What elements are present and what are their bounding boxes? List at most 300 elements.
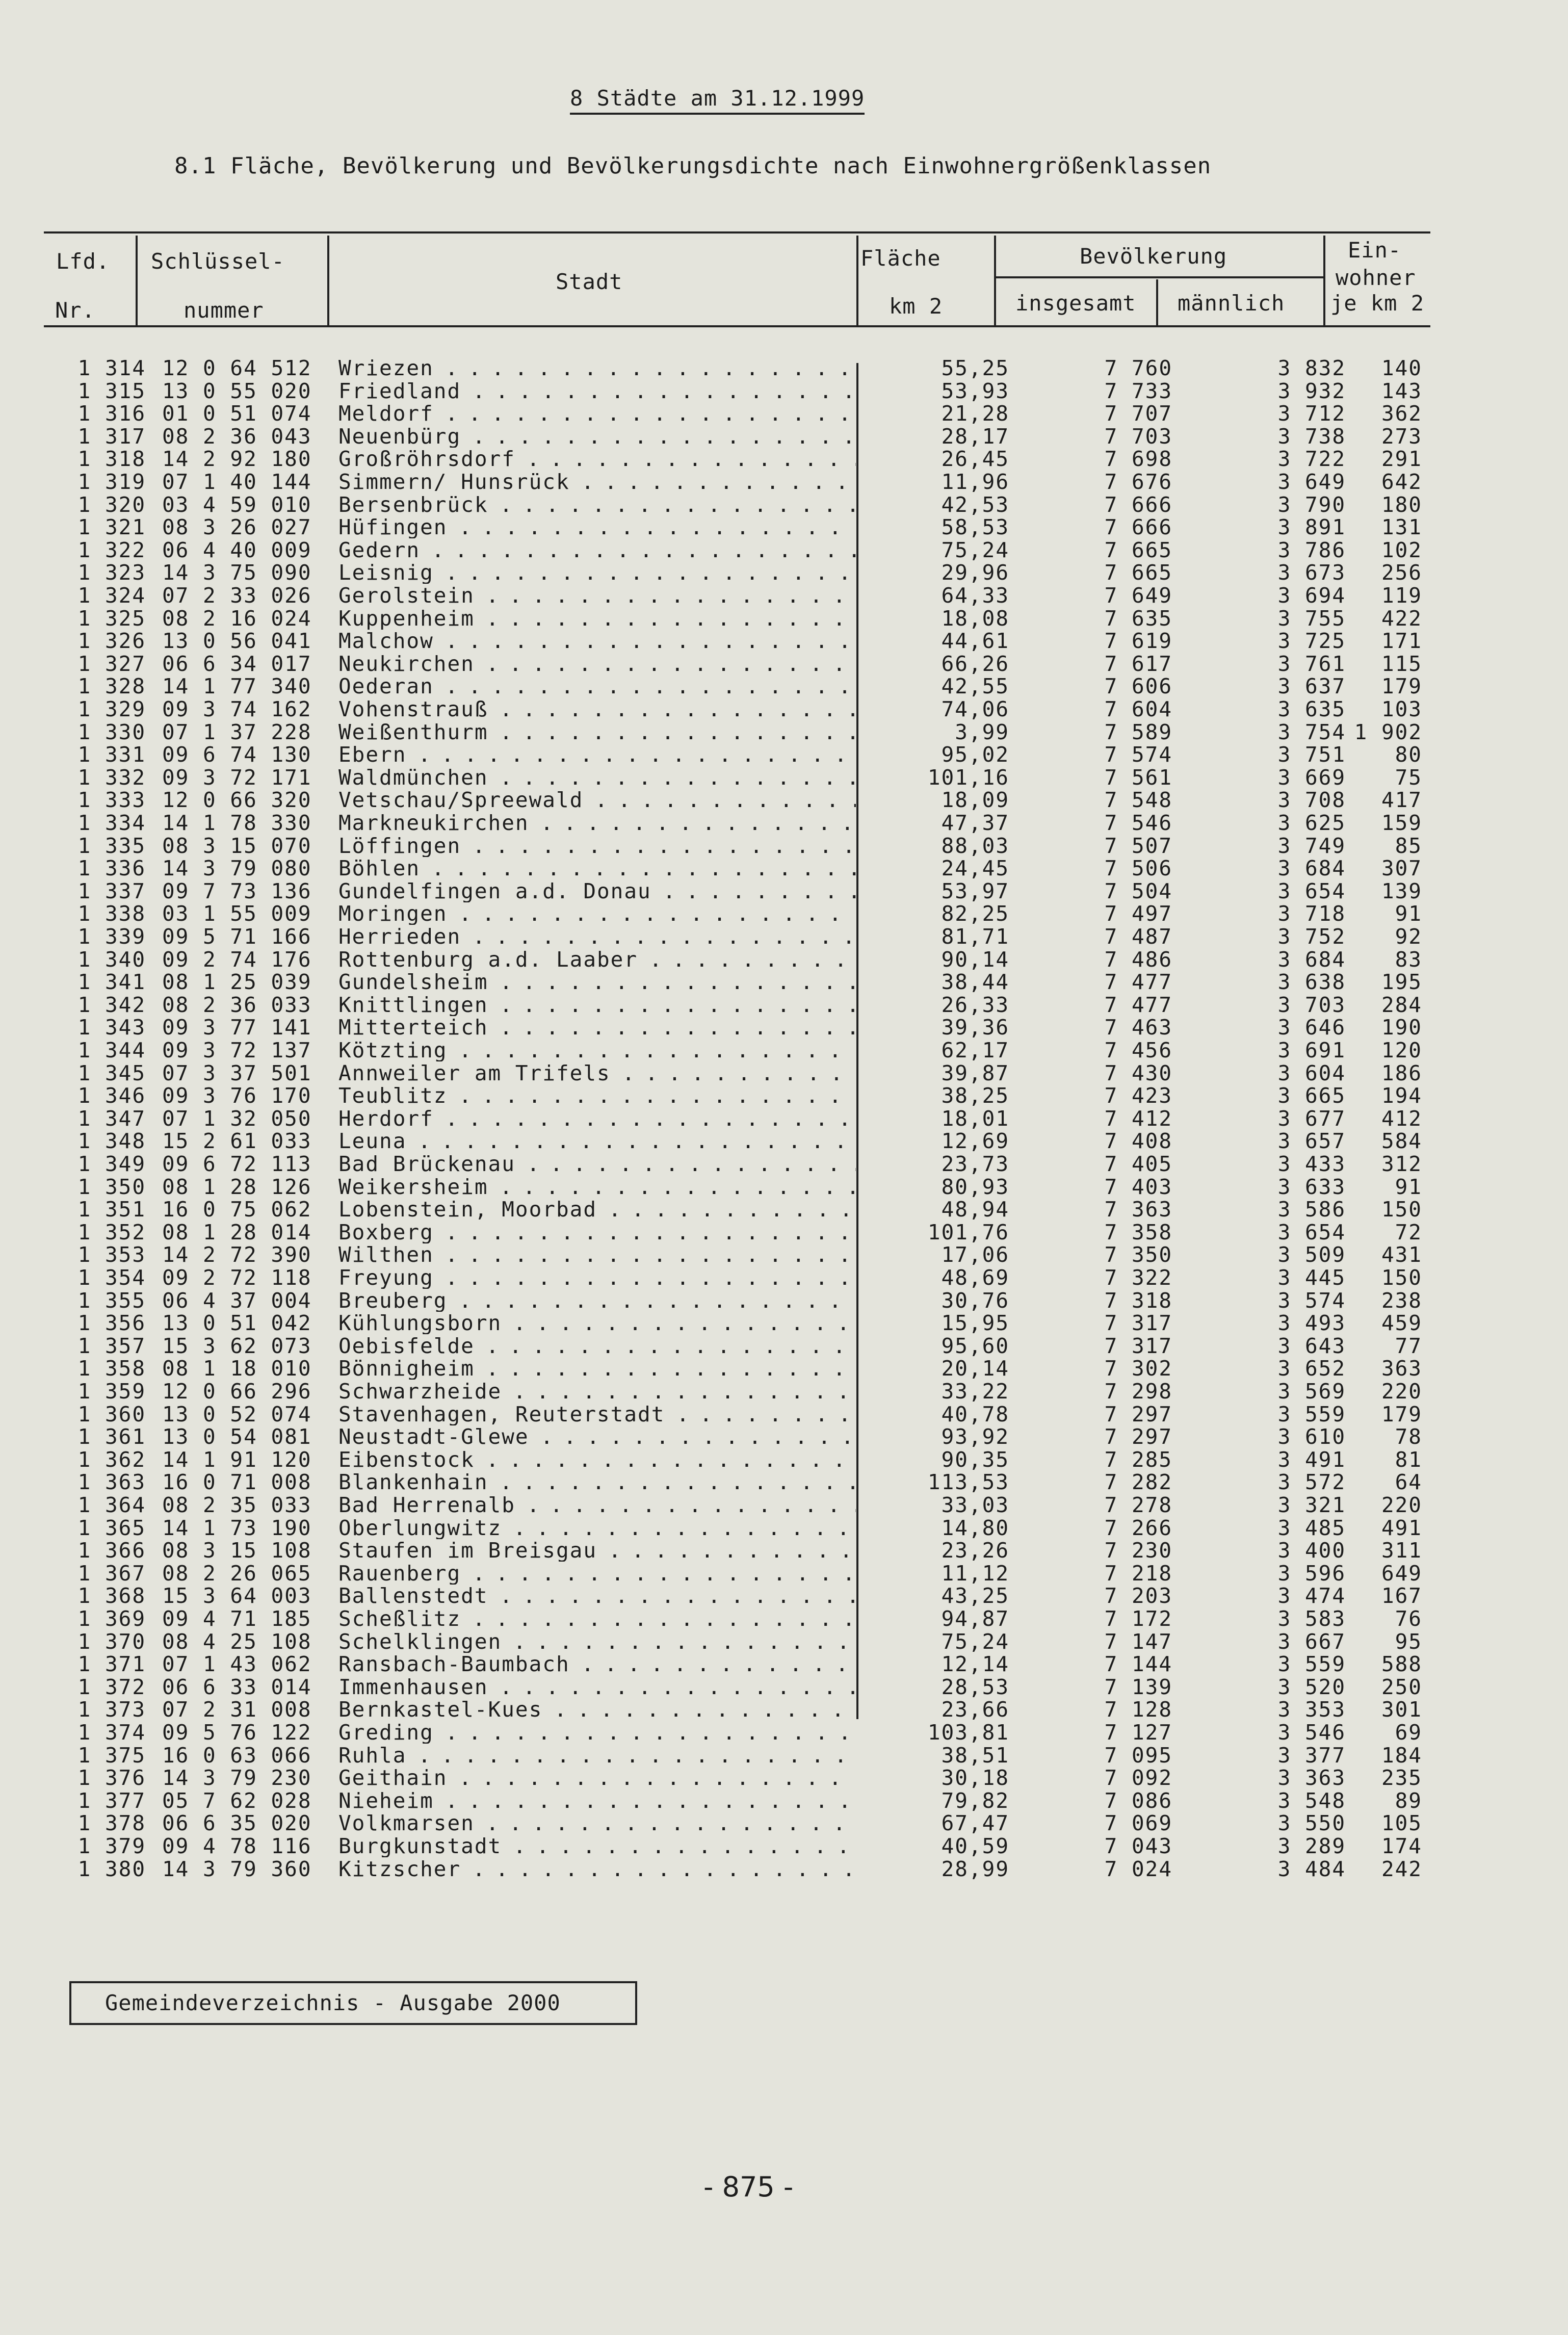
header-key-2: nummer bbox=[184, 298, 264, 323]
table-row bbox=[0, 1084, 1568, 1107]
row-pop-male: 3 786 bbox=[1277, 537, 1346, 562]
row-pop-male: 3 703 bbox=[1277, 992, 1346, 1017]
table-row bbox=[0, 675, 1568, 697]
row-key: 14 1 78 330 bbox=[162, 811, 312, 835]
header-area-unit: km 2 bbox=[889, 294, 943, 319]
row-pop-male: 3 708 bbox=[1277, 788, 1346, 813]
row-density: 242 bbox=[1381, 1856, 1422, 1881]
row-area: 53,93 bbox=[941, 378, 1009, 403]
row-number: 1 379 bbox=[77, 1834, 146, 1858]
row-area: 62,17 bbox=[941, 1038, 1009, 1062]
row-pop-total: 7 297 bbox=[1104, 1402, 1172, 1426]
row-pop-male: 3 643 bbox=[1277, 1333, 1346, 1358]
row-number: 1 378 bbox=[77, 1811, 146, 1836]
row-key: 08 3 15 070 bbox=[162, 833, 312, 858]
row-key: 14 2 92 180 bbox=[162, 447, 312, 472]
row-density: 491 bbox=[1381, 1515, 1422, 1540]
row-area: 53,97 bbox=[941, 878, 1009, 903]
row-number: 1 356 bbox=[77, 1311, 146, 1336]
header-pop-rule bbox=[994, 276, 1323, 278]
header-lfd: Lfd. bbox=[56, 249, 110, 274]
row-area: 55,25 bbox=[941, 356, 1009, 380]
row-city: Rauenberg . . . bbox=[338, 1562, 856, 1585]
row-density: 312 bbox=[1381, 1152, 1422, 1176]
row-key: 07 3 37 501 bbox=[162, 1060, 312, 1085]
row-area: 24,45 bbox=[941, 856, 1009, 881]
row-area: 26,33 bbox=[941, 992, 1009, 1017]
header-bottom-rule bbox=[44, 325, 1430, 327]
row-number: 1 366 bbox=[77, 1538, 146, 1563]
row-city: Geithain . . . bbox=[338, 1767, 856, 1789]
row-pop-male: 3 485 bbox=[1277, 1515, 1346, 1540]
row-key: 15 3 64 003 bbox=[162, 1584, 312, 1608]
row-area: 43,25 bbox=[941, 1584, 1009, 1608]
row-pop-total: 7 477 bbox=[1104, 970, 1172, 995]
row-density: 180 bbox=[1381, 492, 1422, 517]
row-pop-total: 7 318 bbox=[1104, 1288, 1172, 1313]
row-number: 1 336 bbox=[77, 856, 146, 881]
row-key: 13 0 51 042 bbox=[162, 1311, 312, 1336]
table-row bbox=[0, 1630, 1568, 1653]
row-area: 40,59 bbox=[941, 1834, 1009, 1858]
row-city: Neukirchen . . . bbox=[338, 653, 856, 675]
row-density: 92 bbox=[1395, 924, 1422, 949]
row-city: Scheßlitz . . . bbox=[338, 1607, 856, 1630]
row-area: 42,53 bbox=[941, 492, 1009, 517]
row-number: 1 354 bbox=[77, 1265, 146, 1290]
row-area: 48,94 bbox=[941, 1197, 1009, 1222]
row-pop-total: 7 412 bbox=[1104, 1106, 1172, 1131]
row-pop-male: 3 749 bbox=[1277, 833, 1346, 858]
row-density: 81 bbox=[1395, 1447, 1422, 1472]
row-pop-total: 7 203 bbox=[1104, 1584, 1172, 1608]
row-city: Leisnig . . . bbox=[338, 561, 856, 584]
row-city: Neuenbürg . . . bbox=[338, 425, 856, 448]
row-density: 75 bbox=[1395, 765, 1422, 790]
row-number: 1 364 bbox=[77, 1493, 146, 1517]
row-city: Bad Brückenau . . . bbox=[338, 1153, 856, 1175]
row-key: 16 0 63 066 bbox=[162, 1743, 312, 1768]
row-city: Gedern . . . bbox=[338, 539, 856, 561]
row-number: 1 315 bbox=[77, 378, 146, 403]
row-pop-male: 3 654 bbox=[1277, 1220, 1346, 1244]
row-pop-male: 3 646 bbox=[1277, 1015, 1346, 1040]
row-density: 186 bbox=[1381, 1060, 1422, 1085]
row-area: 79,82 bbox=[941, 1788, 1009, 1813]
row-pop-male: 3 684 bbox=[1277, 856, 1346, 881]
row-pop-total: 7 302 bbox=[1104, 1356, 1172, 1381]
row-key: 08 2 36 043 bbox=[162, 424, 312, 449]
row-density: 235 bbox=[1381, 1766, 1422, 1791]
row-density: 220 bbox=[1381, 1493, 1422, 1517]
row-pop-male: 3 491 bbox=[1277, 1447, 1346, 1472]
row-pop-total: 7 617 bbox=[1104, 651, 1172, 676]
row-pop-total: 7 589 bbox=[1104, 719, 1172, 744]
row-area: 33,03 bbox=[941, 1493, 1009, 1517]
row-pop-male: 3 752 bbox=[1277, 924, 1346, 949]
row-city: Böhlen . . . bbox=[338, 857, 856, 879]
row-pop-total: 7 086 bbox=[1104, 1788, 1172, 1813]
row-pop-male: 3 610 bbox=[1277, 1424, 1346, 1449]
row-key: 08 1 28 014 bbox=[162, 1220, 312, 1244]
row-pop-total: 7 172 bbox=[1104, 1606, 1172, 1631]
row-density: 179 bbox=[1381, 674, 1422, 699]
row-city: Vohenstrauß . . . bbox=[338, 698, 856, 720]
row-pop-total: 7 477 bbox=[1104, 992, 1172, 1017]
row-pop-total: 7 707 bbox=[1104, 401, 1172, 426]
row-number: 1 358 bbox=[77, 1356, 146, 1381]
row-density: 195 bbox=[1381, 970, 1422, 995]
row-area: 17,06 bbox=[941, 1242, 1009, 1267]
row-key: 09 3 76 170 bbox=[162, 1083, 312, 1108]
row-area: 38,44 bbox=[941, 970, 1009, 995]
row-pop-total: 7 144 bbox=[1104, 1652, 1172, 1677]
table-row bbox=[0, 1539, 1568, 1562]
row-number: 1 348 bbox=[77, 1129, 146, 1154]
row-number: 1 319 bbox=[77, 470, 146, 494]
header-key: Schlüssel- bbox=[151, 249, 285, 274]
row-number: 1 318 bbox=[77, 447, 146, 472]
table-row bbox=[0, 630, 1568, 652]
table-row bbox=[0, 561, 1568, 584]
table-row bbox=[0, 1517, 1568, 1539]
row-pop-male: 3 604 bbox=[1277, 1060, 1346, 1085]
row-density: 78 bbox=[1395, 1424, 1422, 1449]
row-number: 1 334 bbox=[77, 811, 146, 835]
row-pop-total: 7 278 bbox=[1104, 1493, 1172, 1517]
table-row bbox=[0, 1676, 1568, 1698]
table-row bbox=[0, 494, 1568, 516]
row-city: Ransbach-Baumbach . . . bbox=[338, 1653, 856, 1675]
table-row bbox=[0, 516, 1568, 538]
row-number: 1 349 bbox=[77, 1152, 146, 1176]
row-pop-total: 7 506 bbox=[1104, 856, 1172, 881]
row-pop-male: 3 654 bbox=[1277, 878, 1346, 903]
row-pop-total: 7 698 bbox=[1104, 447, 1172, 472]
row-key: 09 2 74 176 bbox=[162, 947, 312, 972]
header-population: Bevölkerung bbox=[1080, 244, 1227, 269]
row-key: 09 4 71 185 bbox=[162, 1606, 312, 1631]
row-area: 29,96 bbox=[941, 560, 1009, 585]
row-density: 140 bbox=[1381, 356, 1422, 380]
row-pop-male: 3 321 bbox=[1277, 1493, 1346, 1517]
row-density: 250 bbox=[1381, 1674, 1422, 1699]
row-pop-male: 3 790 bbox=[1277, 492, 1346, 517]
row-pop-total: 7 665 bbox=[1104, 560, 1172, 585]
row-pop-total: 7 095 bbox=[1104, 1743, 1172, 1768]
table-row bbox=[0, 380, 1568, 402]
table-row bbox=[0, 1062, 1568, 1084]
row-area: 101,76 bbox=[927, 1220, 1009, 1244]
row-area: 94,87 bbox=[941, 1606, 1009, 1631]
row-pop-male: 3 633 bbox=[1277, 1174, 1346, 1199]
row-area: 3,99 bbox=[955, 719, 1009, 744]
row-pop-total: 7 666 bbox=[1104, 492, 1172, 517]
row-pop-total: 7 497 bbox=[1104, 901, 1172, 926]
row-key: 12 0 66 320 bbox=[162, 788, 312, 813]
row-number: 1 337 bbox=[77, 878, 146, 903]
row-pop-male: 3 445 bbox=[1277, 1265, 1346, 1290]
row-number: 1 346 bbox=[77, 1083, 146, 1108]
row-area: 81,71 bbox=[941, 924, 1009, 949]
row-area: 42,55 bbox=[941, 674, 1009, 699]
row-pop-total: 7 619 bbox=[1104, 629, 1172, 654]
row-area: 75,24 bbox=[941, 1629, 1009, 1654]
row-density: 102 bbox=[1381, 537, 1422, 562]
row-pop-male: 3 725 bbox=[1277, 629, 1346, 654]
row-density: 417 bbox=[1381, 788, 1422, 813]
row-city: Bernkastel-Kues . . . bbox=[338, 1698, 856, 1721]
table-row bbox=[0, 925, 1568, 948]
row-city: Freyung . . . bbox=[338, 1266, 856, 1289]
row-key: 06 6 35 020 bbox=[162, 1811, 312, 1836]
row-pop-male: 3 637 bbox=[1277, 674, 1346, 699]
row-pop-male: 3 754 bbox=[1277, 719, 1346, 744]
row-area: 21,28 bbox=[941, 401, 1009, 426]
row-pop-total: 7 463 bbox=[1104, 1015, 1172, 1040]
table-row bbox=[0, 1721, 1568, 1744]
row-pop-total: 7 703 bbox=[1104, 424, 1172, 449]
table-row bbox=[0, 1653, 1568, 1675]
row-density: 459 bbox=[1381, 1311, 1422, 1336]
row-density: 184 bbox=[1381, 1743, 1422, 1768]
row-density: 83 bbox=[1395, 947, 1422, 972]
row-pop-total: 7 147 bbox=[1104, 1629, 1172, 1654]
row-key: 14 1 73 190 bbox=[162, 1515, 312, 1540]
row-city: Moringen . . . bbox=[338, 902, 856, 925]
header-pop-male: männlich bbox=[1178, 291, 1285, 316]
row-key: 08 1 25 039 bbox=[162, 970, 312, 995]
row-city: Simmern/ Hunsrück . . . bbox=[338, 471, 856, 493]
row-city: Stavenhagen, Reuterstadt . . . bbox=[338, 1403, 856, 1425]
row-area: 95,60 bbox=[941, 1333, 1009, 1358]
row-area: 75,24 bbox=[941, 537, 1009, 562]
row-pop-male: 3 493 bbox=[1277, 1311, 1346, 1336]
row-area: 14,80 bbox=[941, 1515, 1009, 1540]
row-density: 649 bbox=[1381, 1561, 1422, 1586]
row-key: 08 3 26 027 bbox=[162, 515, 312, 540]
table-row bbox=[0, 1266, 1568, 1289]
row-pop-male: 3 520 bbox=[1277, 1674, 1346, 1699]
row-number: 1 333 bbox=[77, 788, 146, 813]
row-city: Oberlungwitz . . . bbox=[338, 1517, 856, 1539]
table-row bbox=[0, 357, 1568, 379]
row-pop-male: 3 548 bbox=[1277, 1788, 1346, 1813]
row-pop-male: 3 649 bbox=[1277, 470, 1346, 494]
row-pop-male: 3 638 bbox=[1277, 970, 1346, 995]
row-area: 18,01 bbox=[941, 1106, 1009, 1131]
row-key: 14 3 79 230 bbox=[162, 1766, 312, 1791]
table-row bbox=[0, 653, 1568, 675]
row-density: 422 bbox=[1381, 606, 1422, 631]
row-density: 105 bbox=[1381, 1811, 1422, 1836]
row-number: 1 352 bbox=[77, 1220, 146, 1244]
row-density: 179 bbox=[1381, 1402, 1422, 1426]
row-city: Bersenbrück . . . bbox=[338, 494, 856, 516]
row-number: 1 330 bbox=[77, 719, 146, 744]
row-pop-total: 7 363 bbox=[1104, 1197, 1172, 1222]
row-density: 584 bbox=[1381, 1129, 1422, 1154]
row-city: Ruhla . . . bbox=[338, 1744, 856, 1767]
row-density: 119 bbox=[1381, 583, 1422, 608]
row-city: Markneukirchen . . . bbox=[338, 812, 856, 834]
row-number: 1 370 bbox=[77, 1629, 146, 1654]
header-divider-3 bbox=[856, 236, 858, 325]
row-pop-total: 7 430 bbox=[1104, 1060, 1172, 1085]
row-density: 273 bbox=[1381, 424, 1422, 449]
row-number: 1 326 bbox=[77, 629, 146, 654]
table-row bbox=[0, 1607, 1568, 1630]
row-pop-male: 3 738 bbox=[1277, 424, 1346, 449]
table-row bbox=[0, 1835, 1568, 1857]
row-density: 431 bbox=[1381, 1242, 1422, 1267]
row-density: 115 bbox=[1381, 651, 1422, 676]
row-key: 08 4 25 108 bbox=[162, 1629, 312, 1654]
row-key: 09 5 76 122 bbox=[162, 1720, 312, 1745]
row-area: 48,69 bbox=[941, 1265, 1009, 1290]
row-area: 103,81 bbox=[927, 1720, 1009, 1745]
row-pop-male: 3 694 bbox=[1277, 583, 1346, 608]
table-row bbox=[0, 539, 1568, 561]
row-city: Hüfingen . . . bbox=[338, 516, 856, 538]
row-number: 1 377 bbox=[77, 1788, 146, 1813]
row-number: 1 329 bbox=[77, 697, 146, 721]
row-key: 07 1 37 228 bbox=[162, 719, 312, 744]
row-density: 301 bbox=[1381, 1697, 1422, 1722]
row-density: 284 bbox=[1381, 992, 1422, 1017]
row-number: 1 335 bbox=[77, 833, 146, 858]
table-row bbox=[0, 584, 1568, 607]
table-row bbox=[0, 1812, 1568, 1834]
table-row bbox=[0, 1016, 1568, 1039]
row-number: 1 355 bbox=[77, 1288, 146, 1313]
table-row bbox=[0, 1403, 1568, 1425]
table-row bbox=[0, 857, 1568, 879]
table-row bbox=[0, 1858, 1568, 1880]
header-divider-4 bbox=[994, 236, 996, 325]
row-pop-total: 7 266 bbox=[1104, 1515, 1172, 1540]
row-area: 74,06 bbox=[941, 697, 1009, 721]
row-area: 11,12 bbox=[941, 1561, 1009, 1586]
row-city: Teublitz . . . bbox=[338, 1084, 856, 1107]
row-density: 256 bbox=[1381, 560, 1422, 585]
row-city: Kuppenheim . . . bbox=[338, 607, 856, 630]
row-area: 39,36 bbox=[941, 1015, 1009, 1040]
row-city: Oederan . . . bbox=[338, 675, 856, 697]
row-pop-male: 3 673 bbox=[1277, 560, 1346, 585]
header-pop-total: insgesamt bbox=[1015, 291, 1136, 316]
table-row bbox=[0, 1357, 1568, 1380]
row-pop-total: 7 043 bbox=[1104, 1834, 1172, 1858]
row-number: 1 353 bbox=[77, 1242, 146, 1267]
row-city: Kühlungsborn . . . bbox=[338, 1312, 856, 1334]
row-pop-total: 7 760 bbox=[1104, 356, 1172, 380]
row-area: 28,53 bbox=[941, 1674, 1009, 1699]
row-area: 28,99 bbox=[941, 1856, 1009, 1881]
row-pop-male: 3 755 bbox=[1277, 606, 1346, 631]
table-row bbox=[0, 1585, 1568, 1607]
row-pop-total: 7 350 bbox=[1104, 1242, 1172, 1267]
row-density: 91 bbox=[1395, 901, 1422, 926]
row-key: 13 0 55 020 bbox=[162, 378, 312, 403]
row-pop-male: 3 712 bbox=[1277, 401, 1346, 426]
row-number: 1 314 bbox=[77, 356, 146, 380]
row-density: 171 bbox=[1381, 629, 1422, 654]
row-city: Oebisfelde . . . bbox=[338, 1335, 856, 1357]
row-pop-total: 7 230 bbox=[1104, 1538, 1172, 1563]
row-key: 14 3 79 360 bbox=[162, 1856, 312, 1881]
row-city: Meldorf . . . bbox=[338, 402, 856, 425]
row-key: 08 2 16 024 bbox=[162, 606, 312, 631]
row-area: 39,87 bbox=[941, 1060, 1009, 1085]
row-number: 1 325 bbox=[77, 606, 146, 631]
row-density: 311 bbox=[1381, 1538, 1422, 1563]
row-key: 05 7 62 028 bbox=[162, 1788, 312, 1813]
row-density: 291 bbox=[1381, 447, 1422, 472]
row-key: 09 4 78 116 bbox=[162, 1834, 312, 1858]
row-city: Gerolstein . . . bbox=[338, 584, 856, 607]
row-density: 69 bbox=[1395, 1720, 1422, 1745]
row-number: 1 351 bbox=[77, 1197, 146, 1222]
row-area: 38,25 bbox=[941, 1083, 1009, 1108]
row-number: 1 347 bbox=[77, 1106, 146, 1131]
table-row bbox=[0, 448, 1568, 470]
row-number: 1 369 bbox=[77, 1606, 146, 1631]
row-key: 08 2 35 033 bbox=[162, 1493, 312, 1517]
table-row bbox=[0, 789, 1568, 811]
row-area: 101,16 bbox=[927, 765, 1009, 790]
table-row bbox=[0, 994, 1568, 1016]
row-number: 1 323 bbox=[77, 560, 146, 585]
row-density: 64 bbox=[1395, 1470, 1422, 1495]
row-pop-total: 7 408 bbox=[1104, 1129, 1172, 1154]
row-key: 16 0 71 008 bbox=[162, 1470, 312, 1495]
row-pop-male: 3 832 bbox=[1277, 356, 1346, 380]
row-density: 307 bbox=[1381, 856, 1422, 881]
header-density-3: je km 2 bbox=[1330, 291, 1425, 316]
page-number: - 875 - bbox=[703, 2171, 794, 2203]
row-key: 09 5 71 166 bbox=[162, 924, 312, 949]
row-density: 139 bbox=[1381, 878, 1422, 903]
header-divider-6 bbox=[1323, 236, 1325, 325]
row-area: 113,53 bbox=[927, 1470, 1009, 1495]
row-pop-total: 7 504 bbox=[1104, 878, 1172, 903]
row-density: 103 bbox=[1381, 697, 1422, 721]
row-city: Neustadt-Glewe . . . bbox=[338, 1425, 856, 1448]
table-row bbox=[0, 1289, 1568, 1312]
row-key: 06 6 34 017 bbox=[162, 651, 312, 676]
table-row bbox=[0, 607, 1568, 630]
row-pop-total: 7 456 bbox=[1104, 1038, 1172, 1062]
row-key: 08 2 26 065 bbox=[162, 1561, 312, 1586]
row-pop-male: 3 550 bbox=[1277, 1811, 1346, 1836]
table-row bbox=[0, 1767, 1568, 1789]
table-row bbox=[0, 1494, 1568, 1516]
row-area: 23,73 bbox=[941, 1152, 1009, 1176]
row-key: 14 3 75 090 bbox=[162, 560, 312, 585]
row-area: 38,51 bbox=[941, 1743, 1009, 1768]
row-pop-total: 7 666 bbox=[1104, 515, 1172, 540]
row-density: 190 bbox=[1381, 1015, 1422, 1040]
row-pop-total: 7 128 bbox=[1104, 1697, 1172, 1722]
row-pop-male: 3 484 bbox=[1277, 1856, 1346, 1881]
row-city: Knittlingen . . . bbox=[338, 994, 856, 1016]
row-pop-total: 7 546 bbox=[1104, 811, 1172, 835]
row-number: 1 338 bbox=[77, 901, 146, 926]
row-pop-male: 3 377 bbox=[1277, 1743, 1346, 1768]
row-city: Schelklingen . . . bbox=[338, 1630, 856, 1653]
row-density: 362 bbox=[1381, 401, 1422, 426]
